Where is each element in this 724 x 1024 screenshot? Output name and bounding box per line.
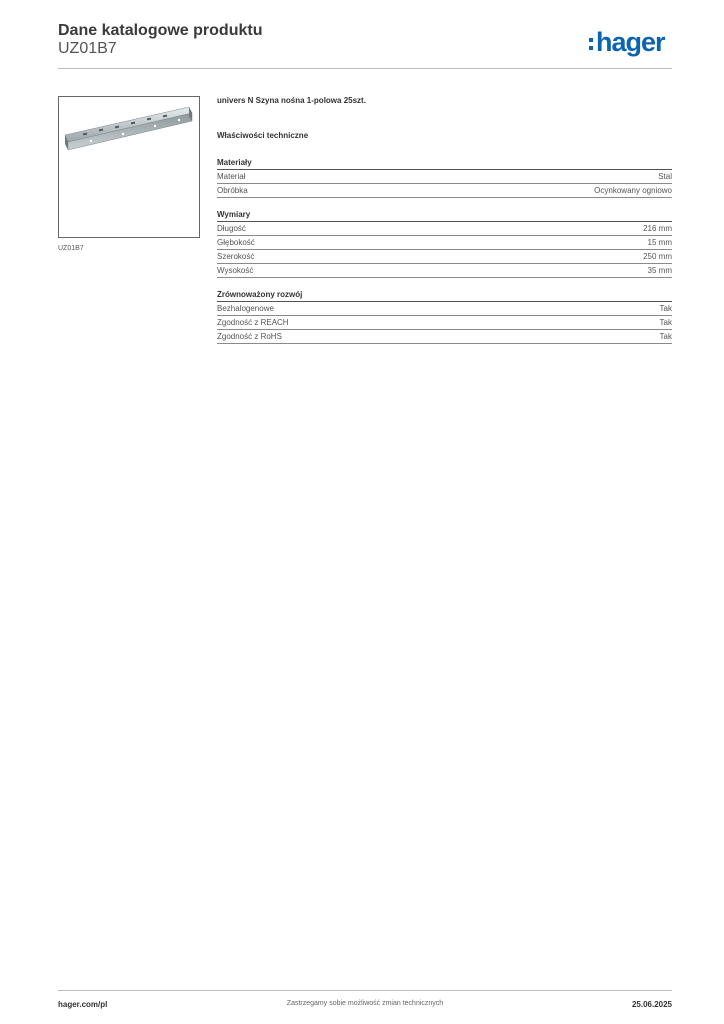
group-title: Zrównoważony rozwój — [217, 289, 672, 302]
image-caption: UZ01B7 — [58, 245, 84, 252]
spec-value: 216 mm — [643, 224, 672, 233]
spec-row — [217, 316, 672, 330]
document-date: 25.06.2025 — [631, 1000, 672, 1009]
page-header — [58, 20, 672, 69]
spec-value: Tak — [659, 304, 672, 313]
website-link[interactable]: hager.com/pl — [58, 1000, 108, 1009]
spec-value: Tak — [659, 332, 672, 341]
spec-label: Wysokość — [217, 266, 254, 275]
spec-label: Zgodność z RoHS — [217, 332, 282, 341]
group-title: Wymiary — [217, 209, 672, 222]
spec-value: Ocynkowany ogniowo — [594, 186, 672, 195]
spec-label: Zgodność z REACH — [217, 318, 289, 327]
spec-value: 250 mm — [643, 252, 672, 261]
product-code: UZ01B7 — [58, 40, 117, 57]
spec-label: Głębokość — [217, 238, 255, 247]
spec-value: Tak — [659, 318, 672, 327]
hager-logo — [588, 30, 672, 58]
spec-value: 35 mm — [647, 266, 672, 275]
spec-row — [217, 330, 672, 344]
spec-row — [217, 184, 672, 198]
product-details — [217, 96, 672, 355]
spec-row — [217, 250, 672, 264]
spec-group-materials — [217, 157, 672, 198]
spec-label: Szerokość — [217, 252, 255, 261]
group-title: Materiały — [217, 157, 672, 170]
spec-row — [217, 170, 672, 184]
spec-row — [217, 264, 672, 278]
spec-value: 15 mm — [647, 238, 672, 247]
product-name: univers N Szyna nośna 1-polowa 25szt. — [217, 96, 366, 105]
page-footer — [58, 990, 672, 1013]
disclaimer: Zastrzegamy sobie możliwość zmian technicznych — [286, 1000, 444, 1007]
page-title: Dane katalogowe produktu — [58, 22, 263, 39]
section-title: Właściwości techniczne — [217, 131, 309, 140]
spec-label: Obróbka — [217, 186, 248, 195]
product-image — [58, 96, 200, 238]
rail-illustration-icon — [59, 97, 199, 237]
spec-row — [217, 222, 672, 236]
spec-label: Bezhalogenowe — [217, 304, 274, 313]
spec-label: Długość — [217, 224, 246, 233]
spec-label: Materiał — [217, 172, 246, 181]
spec-row — [217, 302, 672, 316]
spec-group-dimensions — [217, 209, 672, 278]
spec-row — [217, 236, 672, 250]
logo-text: hager — [596, 30, 665, 57]
spec-group-sustainability — [217, 289, 672, 344]
spec-value: Stal — [658, 172, 672, 181]
